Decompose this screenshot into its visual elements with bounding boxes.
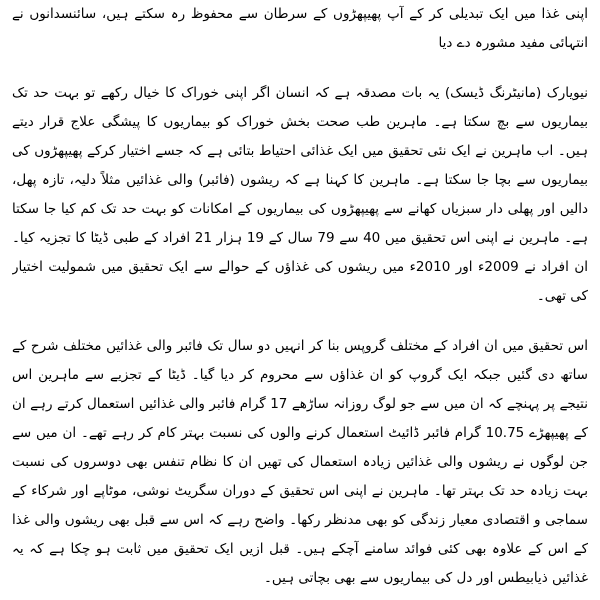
article-paragraph-2: اس تحقیق میں ان افراد کے مختلف گروپس بنا کر انہیں دو سال تک فائبر والی غذائیں مختلف شرح کے ساتھ دی گئیں جبکہ ایک گروپ کو ان غذاؤں سے محروم کر دیا گیا۔ ڈیٹا کے تجزیے سے ماہرین اس نتیجے پر پہنچے کہ ان میں سے جو لوگ روزانہ ساڑھے 17 گرام فائبر والی غذائیں استعمال کرتے رہے ان کے پھیپھڑے 10.75 گرام فائبر ڈائیٹ استعمال کرنے والوں کی نسبت بہتر کام کر رہے تھے۔ ان میں سے جن لوگوں نے ریشوں والی غذائیں زیادہ استعمال کی تھیں ان کا نظام تنفس بھی دوسروں کی نسبت بہت زیادہ حد تک بہتر تھا۔ ماہرین نے اپنی اس تحقیق کے دوران سگریٹ نوشی، موٹاپے اور شرکاء کے سماجی و اقتصادی معیار زندگی کو بھی مدنظر رکھا۔ واضح رہے کہ اس سے قبل بھی ریشوں والی غذا کے اس کے علاوہ بھی کئی فوائد سامنے آچکے ہیں۔ قبل ازیں ایک تحقیق میں ثابت ہو چکا ہے کہ یہ غذائیں ذیابیطس اور دل کی بیماریوں سے بھی بچاتی ہیں۔ (12, 338, 588, 586)
article-headline-paragraph: اپنی غذا میں ایک تبدیلی کر کے آپ پھیپھڑوں کے سرطان سے محفوظ رہ سکتے ہیں، سائنسدانوں نے انتہائی مفید مشورہ دے دیا (12, 6, 588, 51)
article-body (12, 0, 588, 600)
article-paragraph-1: نیویارک (مانیٹرنگ ڈیسک) یہ بات مصدقہ ہے کہ انسان اگر اپنی خوراک کا خیال رکھے تو بہت حد تک بیماریوں سے بچ سکتا ہے۔ ماہرین طب صحت بخش خوراک کو بیماریوں کا پیشگی علاج قرار دیتے ہیں۔ اب ماہرین نے ایک نئی تحقیق میں ایک غذائی احتیاط بتائی ہے کہ جسے اختیار کرکے پھیپھڑوں کی بیماریوں سے بچا جا سکتا ہے۔ ماہرین کا کہنا ہے کہ ریشوں (فائبر) والی غذائیں مثلاً دلیہ، تازہ پھل، دالیں اور پھلی دار سبزیاں کھانے سے پھیپھڑوں کی بیماریوں کے امکانات کو بہت حد تک کم کیا جا سکتا ہے۔ ماہرین نے اپنی اس تحقیق میں 40 سے 79 سال کے 19 ہزار 21 افراد کے طبی ڈیٹا کا تجزیہ کیا۔ ان افراد نے 2009ء اور 2010ء میں ریشوں کی غذاؤں کے حوالے سے ایک تحقیق میں شمولیت اختیار کی تھی۔ (12, 85, 588, 304)
